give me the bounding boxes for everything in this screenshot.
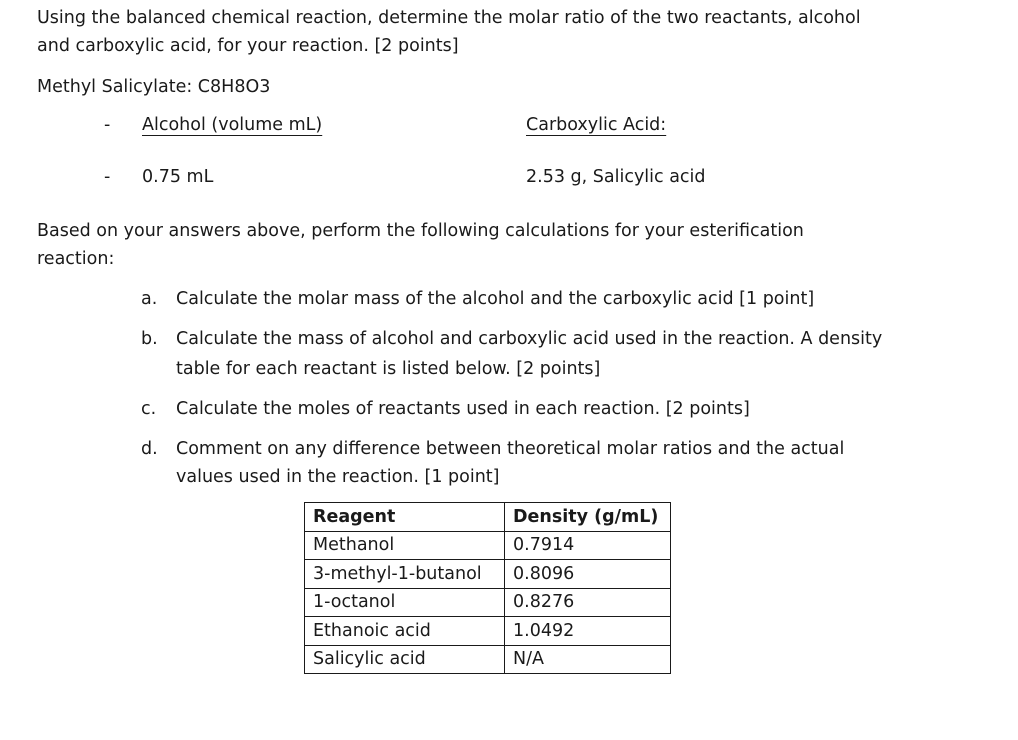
compound-formula: Methyl Salicylate: C8H8O3 <box>37 77 271 97</box>
alcohol-value: 0.75 mL <box>142 167 214 187</box>
table-row <box>305 645 671 674</box>
density-cell: 0.8096 <box>505 560 671 589</box>
density-cell: 1.0492 <box>505 617 671 646</box>
density-cell: N/A <box>505 645 671 674</box>
question-marker: b. <box>141 329 158 349</box>
reagent-cell: Methanol <box>305 531 505 560</box>
question-a-line-1: Calculate the molar mass of the alcohol and the carboxylic acid [1 point] <box>176 289 815 309</box>
density-table <box>304 502 671 674</box>
question-b-line-2: table for each reactant is listed below. [2 points] <box>176 359 601 379</box>
density-cell: 0.7914 <box>505 531 671 560</box>
question-d-line-1: Comment on any difference between theoretical molar ratios and the actual <box>176 439 845 459</box>
reagent-cell: Salicylic acid <box>305 645 505 674</box>
reagent-cell: Ethanoic acid <box>305 617 505 646</box>
table-header-row <box>305 503 671 532</box>
reagent-cell: 3-methyl-1-butanol <box>305 560 505 589</box>
table-row <box>305 531 671 560</box>
question-c-line-1: Calculate the moles of reactants used in each reaction. [2 points] <box>176 399 750 419</box>
table-row <box>305 560 671 589</box>
calc-intro-line-2: reaction: <box>37 249 115 269</box>
column-header-reagent: Reagent <box>305 503 505 532</box>
bullet-dash: - <box>104 115 111 135</box>
calc-intro-line-1: Based on your answers above, perform the following calculations for your esterification <box>37 221 804 241</box>
table-row <box>305 617 671 646</box>
question-d-line-2: values used in the reaction. [1 point] <box>176 467 500 487</box>
question-b-line-1: Calculate the mass of alcohol and carboxylic acid used in the reaction. A density <box>176 329 883 349</box>
intro-line-2: and carboxylic acid, for your reaction. [2 points] <box>37 36 459 56</box>
intro-line-1: Using the balanced chemical reaction, determine the molar ratio of the two reactants, alcohol <box>37 8 861 28</box>
question-marker: c. <box>141 399 157 419</box>
question-marker: d. <box>141 439 158 459</box>
acid-value: 2.53 g, Salicylic acid <box>526 167 706 187</box>
alcohol-header: Alcohol (volume mL) <box>142 115 323 135</box>
table-row <box>305 588 671 617</box>
reagent-cell: 1-octanol <box>305 588 505 617</box>
bullet-dash: - <box>104 167 111 187</box>
question-marker: a. <box>141 289 158 309</box>
density-cell: 0.8276 <box>505 588 671 617</box>
acid-header: Carboxylic Acid: <box>526 115 667 135</box>
column-header-density: Density (g/mL) <box>505 503 671 532</box>
